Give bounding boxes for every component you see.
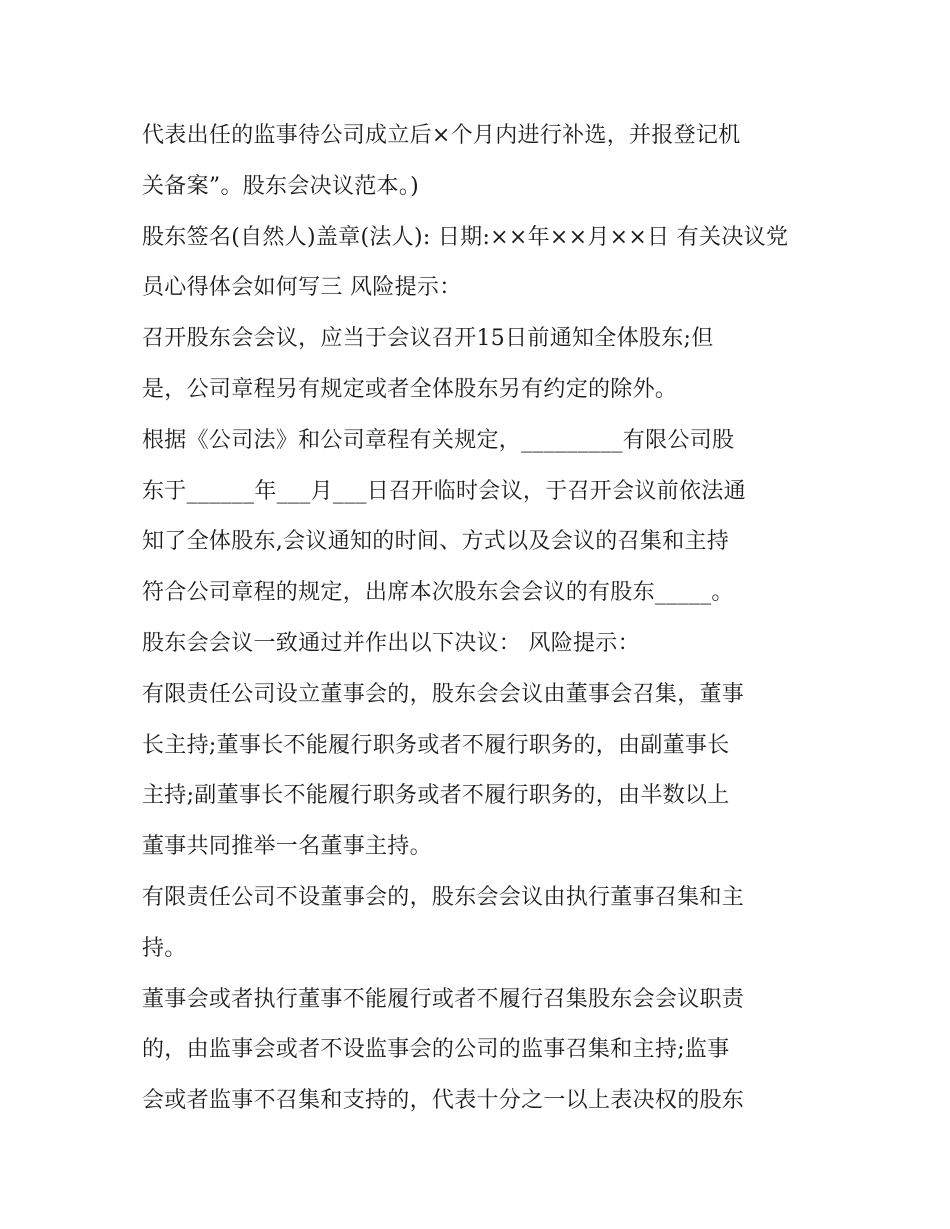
text-line: 股东签名(自然人)盖章(法人): 日期:××年××月××日 有关决议党 [142,224,789,250]
text-line: 代表出任的监事待公司成立后×个月内进行补选，并报登记机 [142,123,741,148]
text-line: 的，由监事会或者不设监事会的公司的监事召集和主持;监事 [142,1037,730,1063]
text-line: 东于______年___月___日召开临时会议，于召开会议前依法通 [142,478,746,504]
text-line: 会或者监事不召集和支持的，代表十分之一以上表决权的股东 [142,1088,745,1114]
text-line: 关备案”。股东会决议范本。) [142,173,420,199]
text-line: 召开股东会会议，应当于会议召开15日前通知全体股东;但 [142,326,714,352]
text-line: 有限责任公司不设董事会的，股东会会议由执行董事召集和主 [142,884,745,910]
text-line: 主持;副董事长不能履行职务或者不履行职务的，由半数以上 [142,783,730,809]
text-line: 根据《公司法》和公司章程有关规定，_________有限公司股 [142,427,735,453]
document-body [142,111,822,1127]
text-line: 董事会或者执行董事不能履行或者不履行召集股东会会议职责 [142,986,745,1012]
text-line: 董事共同推举一名董事主持。 [142,834,432,860]
text-line: 是，公司章程另有规定或者全体股东另有约定的除外。 [142,376,678,402]
text-line: 知了全体股东,会议通知的时间、方式以及会议的召集和主持 [142,529,730,555]
text-line: 员心得体会如何写三 风险提示： [142,275,462,301]
text-line: 长主持;董事长不能履行职务或者不履行职务的，由副董事长 [142,732,730,758]
text-line: 有限责任公司设立董事会的，股东会会议由董事会召集，董事 [142,681,745,707]
text-line: 符合公司章程的规定，出席本次股东会会议的有股东_____。 [142,580,734,606]
text-line: 股东会会议一致通过并作出以下决议： 风险提示： [142,630,640,656]
text-line: 持。 [142,935,187,961]
